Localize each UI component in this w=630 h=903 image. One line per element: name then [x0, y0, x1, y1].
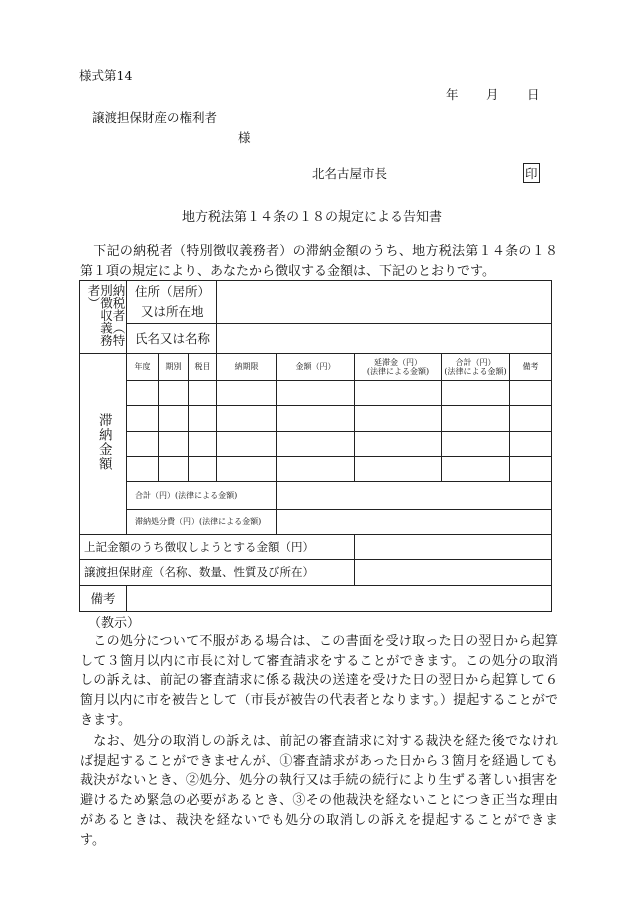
address-label-cell [127, 281, 217, 324]
name-label: 氏名又は名称 [127, 323, 217, 353]
cell[interactable] [355, 457, 442, 482]
date-year: 年 [446, 87, 459, 102]
cell[interactable] [217, 406, 277, 431]
cell[interactable] [510, 406, 552, 431]
cell[interactable] [217, 431, 277, 456]
disposition-fee-row [80, 509, 552, 534]
col-total [442, 353, 510, 380]
form-number: 様式第14 [79, 68, 133, 83]
address-row [80, 281, 552, 324]
cell[interactable] [127, 431, 159, 456]
tax-notice-table [79, 280, 552, 612]
name-value[interactable] [217, 323, 552, 353]
issuer-name: 北名古屋市長 [312, 166, 388, 181]
address-label-line-1: 住所（居所） [135, 283, 211, 299]
total-row [80, 482, 552, 509]
arrears-label: 滞納金額 [95, 412, 112, 471]
cell[interactable] [159, 431, 189, 456]
recipient-label: 譲渡担保財産の権利者 [92, 110, 218, 125]
collateral-label: 譲渡担保財産（名称、数量、性質及び所在） [80, 560, 355, 585]
address-value[interactable] [217, 281, 552, 324]
taxpayer-label-cell [80, 281, 127, 354]
cell[interactable] [442, 381, 510, 406]
cell[interactable] [510, 381, 552, 406]
cell[interactable] [277, 381, 355, 406]
cell[interactable] [355, 431, 442, 456]
remarks-label: 備考 [80, 585, 127, 611]
cell[interactable] [277, 457, 355, 482]
total-label: 合計（円）(法律による金額) [127, 482, 277, 509]
col-late-fee [355, 353, 442, 380]
col-due-date: 納期限 [217, 353, 277, 380]
taxpayer-label: 納税者（特別徴収義務者） [86, 284, 126, 347]
col-late-fee-line-1: 延滞金（円） [374, 357, 423, 367]
cell[interactable] [355, 406, 442, 431]
col-late-fee-line-2: (法律による金額) [366, 367, 430, 377]
collect-amount-label: 上記金額のうち徴収しようとする金額（円） [80, 535, 355, 560]
seal-mark: 印 [523, 163, 540, 183]
collect-amount-value[interactable] [355, 535, 552, 560]
collateral-row [80, 560, 552, 585]
table-row [80, 406, 552, 431]
arrears-label-cell [80, 353, 127, 534]
notice-heading: （教示） [88, 616, 141, 631]
notice-paragraph-2: なお、処分の取消しの訴えは、前記の審査請求に対する裁決を経た後でなければ提起することができませんが、①審査請求があった日から３箇月を経過しても裁決がないとき、②処分、処分の執行又は手続の続行により生ずる著しい損害を避けるため緊急の必要があるとき、③その他裁決を経ないことにつき正当な理由があるときは、裁決を経ないでも処分の取消しの訴えを提起することができます。 [80, 734, 558, 848]
cell[interactable] [277, 406, 355, 431]
col-total-line-2: (法律による金額) [444, 367, 507, 377]
col-total-line-1: 合計（円） [455, 357, 496, 367]
table-row [80, 457, 552, 482]
cell[interactable] [127, 381, 159, 406]
cell[interactable] [277, 431, 355, 456]
cell[interactable] [189, 431, 217, 456]
cell[interactable] [442, 431, 510, 456]
cell[interactable] [217, 381, 277, 406]
disposition-fee-value[interactable] [277, 509, 552, 534]
name-row [80, 323, 552, 353]
address-label-line-2: 又は所在地 [141, 303, 204, 319]
cell[interactable] [159, 457, 189, 482]
document-title: 地方税法第１４条の１８の規定による告知書 [182, 210, 443, 225]
collect-amount-row [80, 535, 552, 560]
col-year: 年度 [127, 353, 159, 380]
cell[interactable] [442, 457, 510, 482]
notice-paragraph-1: この処分について不服がある場合は、この書面を受け取った日の翌日から起算して３箇月以内に市長に対して審査請求をすることができます。この処分の取消しの訴えは、前記の審査請求に係る裁決の送達を受けた日の翌日から起算して６箇月以内に市を被告として（市長が被告の代表者となります。）提起することができます。 [80, 634, 558, 728]
honorific: 様 [238, 130, 251, 145]
intro-paragraph: 下記の納税者（特別徴収義務者）の滞納金額のうち、地方税法第１４条の１８第１項の規定により、あなたから徴収する金額は、下記のとおりです。 [80, 244, 558, 279]
cell[interactable] [442, 406, 510, 431]
cell[interactable] [127, 406, 159, 431]
table-row [80, 431, 552, 456]
col-tax-item: 税目 [189, 353, 217, 380]
table-row [80, 381, 552, 406]
cell[interactable] [159, 406, 189, 431]
cell[interactable] [189, 406, 217, 431]
cell[interactable] [217, 457, 277, 482]
cell[interactable] [189, 457, 217, 482]
cell[interactable] [189, 381, 217, 406]
col-period: 期別 [159, 353, 189, 380]
cell[interactable] [127, 457, 159, 482]
date-month: 月 [486, 87, 499, 102]
arrears-header-row [80, 353, 552, 380]
remarks-row [80, 585, 552, 611]
total-value[interactable] [277, 482, 552, 509]
remarks-value[interactable] [127, 585, 552, 611]
collateral-value[interactable] [355, 560, 552, 585]
cell[interactable] [510, 457, 552, 482]
cell[interactable] [510, 431, 552, 456]
cell[interactable] [159, 381, 189, 406]
disposition-fee-label: 滞納処分費（円）(法律による金額) [127, 509, 277, 534]
date-day: 日 [527, 87, 540, 102]
col-remarks: 備考 [510, 353, 552, 380]
cell[interactable] [355, 381, 442, 406]
col-amount: 金額（円） [277, 353, 355, 380]
